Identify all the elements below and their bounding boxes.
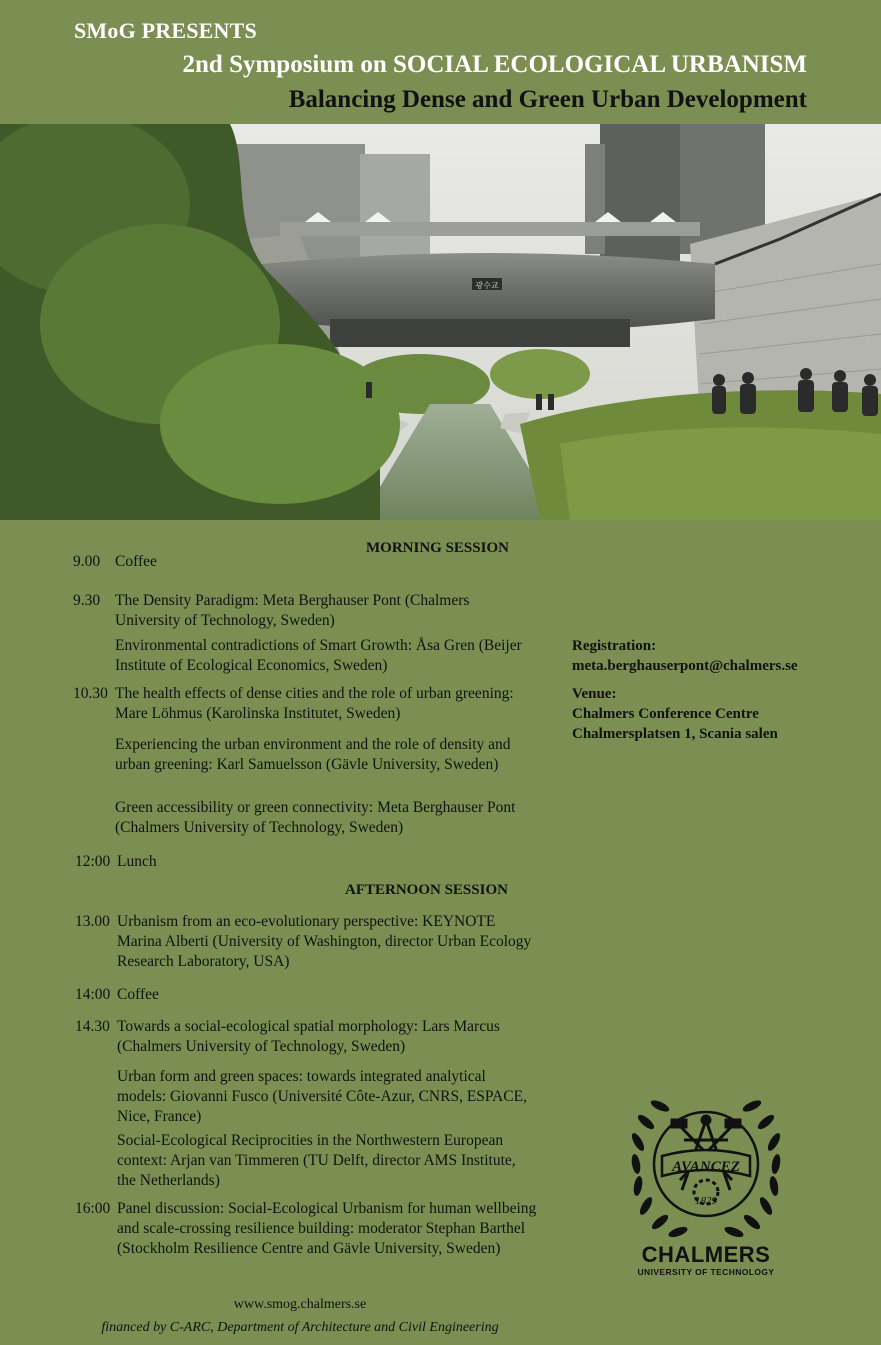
chalmers-subtitle: UNIVERSITY OF TECHNOLOGY	[637, 1267, 775, 1277]
program-desc: Environmental contradictions of Smart Growth: Åsa Gren (Beijer Institute of Ecological Economics, Sweden)	[115, 637, 522, 674]
chalmers-name: CHALMERS	[641, 1242, 771, 1267]
building	[600, 124, 680, 274]
program-desc: Green accessibility or green connectivity: Meta Berghauser Pont (Chalmers University of Technology, Sweden)	[115, 799, 516, 836]
program-desc: Urban form and green spaces: towards integrated analytical models: Giovanni Fusco (Université Côte-Azur, CNRS, ESPACE, Nice, France)	[117, 1068, 527, 1125]
symposium-title: 2nd Symposium on SOCIAL ECOLOGICAL URBANISM	[182, 51, 807, 78]
program-time: 14:00	[75, 986, 111, 1003]
afternoon-session-heading: AFTERNOON SESSION	[345, 882, 508, 898]
chalmers-logo	[622, 1080, 790, 1277]
website-link[interactable]: www.smog.chalmers.se	[233, 1297, 367, 1312]
poster-header	[0, 0, 881, 124]
building	[360, 154, 430, 264]
venue-label: Venue:	[572, 686, 617, 702]
program-desc: Social-Ecological Reciprocities in the Northwestern European context: Arjan van Timmeren (TU Delft, director AMS Institute, the Netherlands)	[117, 1132, 516, 1189]
venue-name: Chalmers Conference Centre	[572, 706, 759, 722]
bridge-sign: 광수교	[475, 281, 499, 290]
registration-email[interactable]: meta.berghauserpont@chalmers.se	[572, 658, 798, 674]
program-desc: Coffee	[117, 986, 159, 1003]
registration-label: Registration:	[572, 638, 657, 654]
presents-line: SMoG PRESENTS	[74, 18, 257, 43]
program-time: 12:00	[75, 853, 111, 870]
program-desc: The Density Paradigm: Meta Berghauser Pont (Chalmers University of Technology, Sweden)	[115, 592, 470, 629]
stream-bridge-illustration	[0, 124, 881, 520]
program-desc: Urbanism from an eco-evolutionary perspective: KEYNOTE Marina Alberti (University of Washington, director Urban Ecology Research Laboratory, USA)	[117, 913, 532, 970]
program-time: 9.30	[73, 592, 101, 609]
program-time: 10.30	[73, 685, 108, 702]
program-desc: Experiencing the urban environment and the role of density and urban greening: Karl Samuelsson (Gävle University, Sweden)	[115, 736, 511, 773]
program-time: 13.00	[75, 913, 110, 930]
morning-session-heading: MORNING SESSION	[366, 540, 509, 556]
program-time: 14.30	[75, 1018, 110, 1035]
program-time: 9.00	[73, 553, 101, 570]
program-desc: Coffee	[115, 553, 157, 570]
chalmers-seal-icon	[622, 1080, 790, 1240]
venue-address: Chalmersplatsen 1, Scania salen	[572, 726, 778, 742]
program-desc: Towards a social-ecological spatial morphology: Lars Marcus (Chalmers University of Technology, Sweden)	[117, 1018, 500, 1055]
program-desc: Lunch	[117, 853, 157, 870]
seal-year: 1829	[695, 1195, 717, 1207]
financed-by-note: financed by C-ARC, Department of Architecture and Civil Engineering	[101, 1320, 499, 1335]
program-time: 16:00	[75, 1200, 111, 1217]
banner-photo	[0, 124, 881, 520]
seal-motto: AVANCEZ	[672, 1159, 740, 1175]
program-desc: Panel discussion: Social-Ecological Urbanism for human wellbeing and scale-crossing resilience building: moderator Stephan Barthel (Stockholm Resilience Centre and Gävle University, Sweden)	[117, 1200, 537, 1257]
symposium-subtitle: Balancing Dense and Green Urban Development	[288, 86, 807, 113]
program-desc: The health effects of dense cities and the role of urban greening: Mare Löhmus (Karolinska Institutet, Sweden)	[115, 685, 514, 722]
